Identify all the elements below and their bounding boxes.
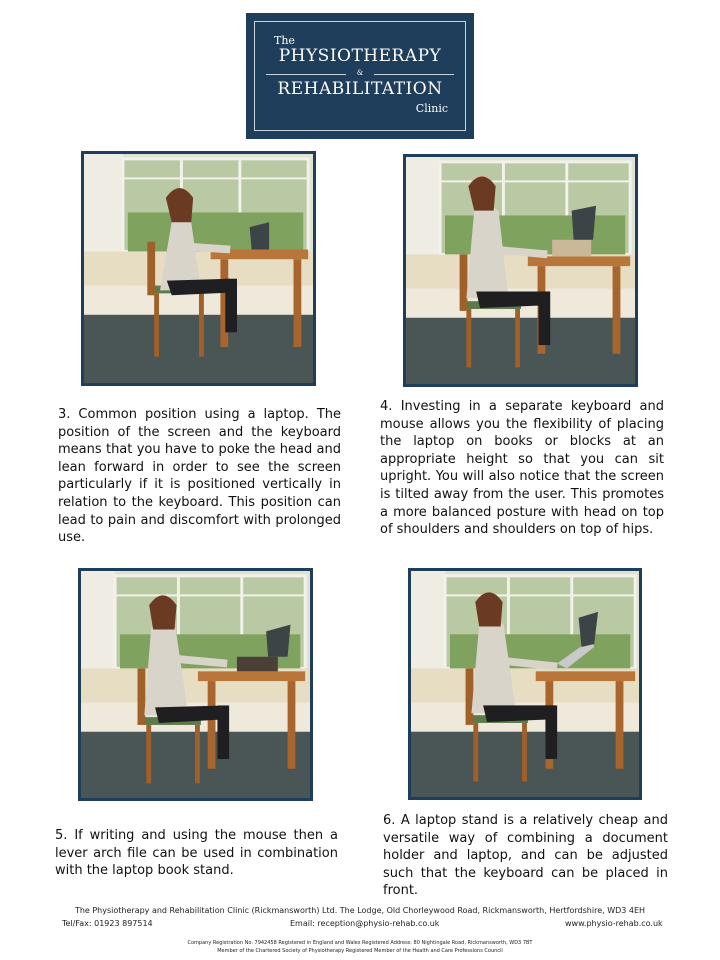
logo-the: The — [274, 34, 295, 47]
footer-tel: Tel/Fax: 01923 897514 — [62, 919, 153, 928]
logo-rehabilitation: REHABILITATION — [277, 79, 443, 99]
logo-rule-right — [374, 74, 454, 75]
footer-address: The Physiotherapy and Rehabilitation Clinic (Rickmansworth) Ltd. The Lodge, Old Chorleywood Road, Rickmansworth, Hertfordshire, WD3 4EH — [74, 906, 646, 915]
logo-physiotherapy: PHYSIOTHERAPY — [278, 46, 442, 66]
caption-3: 3. Common position using a laptop. The position of the screen and the keyboard means that you have to poke the head and lean forward in order to see the screen particularly if it is positioned vertically in relation to the keyboard. This position can lead to pain and discomfort with prolonged use. — [58, 407, 341, 546]
caption-5: 5. If writing and using the mouse then a lever arch file can be used in combination with the laptop book stand. — [55, 828, 338, 879]
clinic-logo — [246, 13, 474, 139]
caption-6: 6. A laptop stand is a relatively cheap and versatile way of combining a document holder and laptop, and can be adjusted such that the keyboard can be placed in front. — [383, 813, 668, 899]
photo-writing-with-file — [78, 568, 313, 801]
footer-website[interactable]: www.physio-rehab.co.uk — [565, 919, 663, 928]
photo-laptop-common-position — [81, 151, 316, 386]
logo-clinic: Clinic — [415, 102, 448, 115]
photo-laptop-stand — [408, 568, 642, 800]
photo-separate-keyboard — [403, 154, 638, 387]
footer-registration: Company Registration No. 7942458 Registered in England and Wales Registered Address: 80 Nightingale Road, Rickmansworth, WD3 7BT — [187, 940, 533, 946]
footer-membership: Member of the Chartered Society of Physiotherapy Registered Member of the Health and Care Professions Council — [217, 948, 503, 954]
logo-ampersand: & — [356, 69, 364, 77]
caption-4: 4. Investing in a separate keyboard and mouse allows you the flexibility of placing the laptop on books or blocks at an appropriate height so that you can sit upright. You will also notice that the screen is tilted away from the user. This promotes a more balanced posture with head on top of shoulders and shoulders on top of hips. — [380, 399, 664, 538]
footer-email[interactable]: Email: reception@physio-rehab.co.uk — [290, 919, 440, 928]
